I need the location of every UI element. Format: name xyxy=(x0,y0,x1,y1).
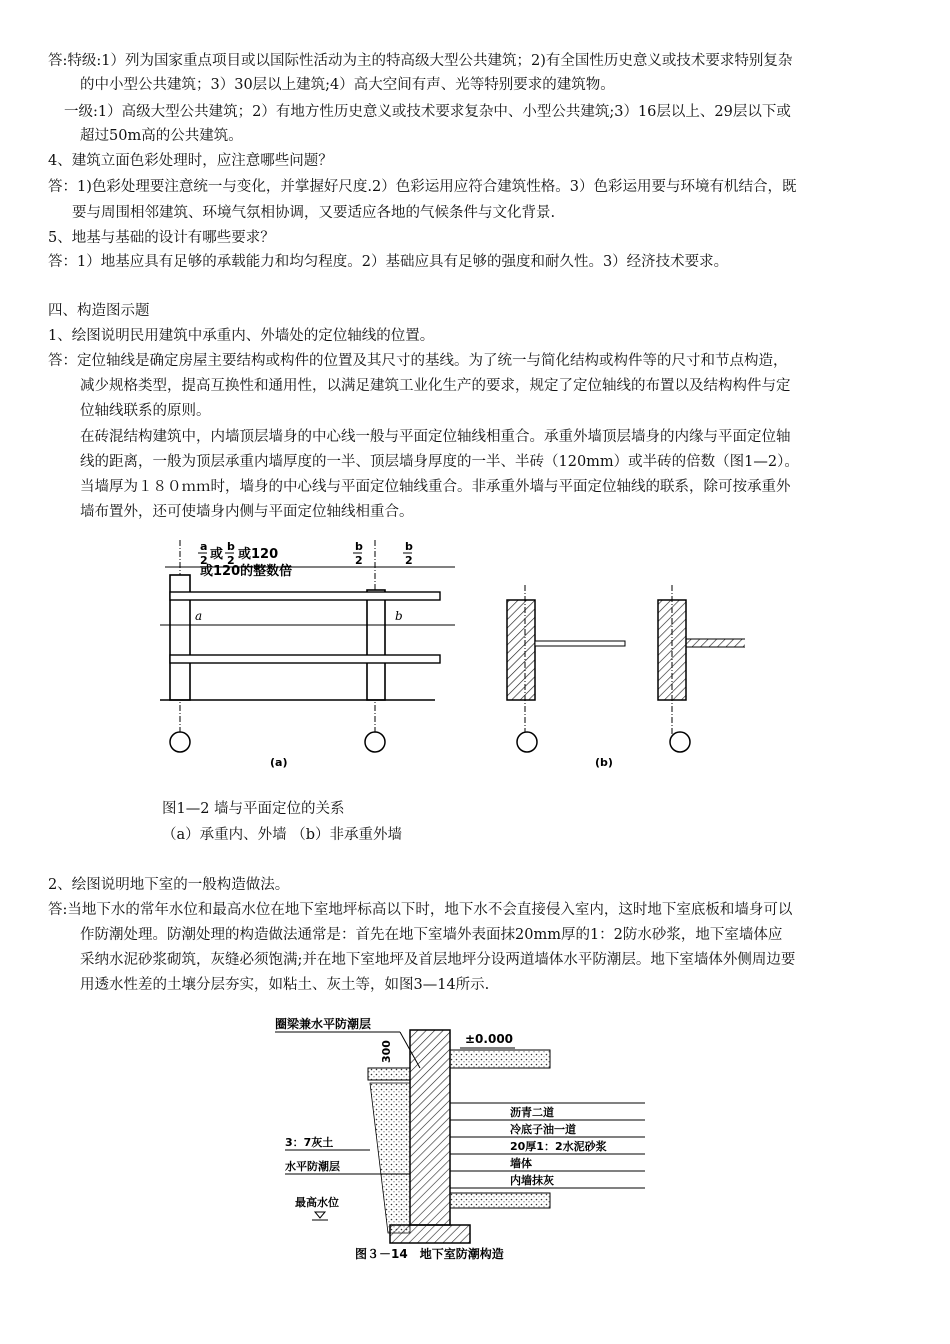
svg-text:2: 2 xyxy=(355,554,363,567)
text-line: 一级:1）高级大型公共建筑；2）有地方性历史意义或技术要求复杂中、小型公共建筑;3）16层以上、29层以下或 xyxy=(64,104,791,120)
text-line: 采纳水泥砂浆砌筑，灰缝必须饱满;并在地下室地坪及首层地坪分设两道墙体水平防潮层。地下室墙体外侧周边要 xyxy=(80,952,796,968)
text-line: 答：定位轴线是确定房屋主要结构或构件的位置及其尺寸的基线。为了统一与简化结构或构件等的尺寸和节点构造， xyxy=(48,353,788,369)
part-a-label: (a) xyxy=(270,756,288,769)
svg-text:2: 2 xyxy=(200,554,208,567)
label-lime-soil: 3：7灰土 xyxy=(285,1136,334,1149)
text-line: 答：1)色彩处理要注意统一与变化，并掌握好尺度.2）色彩运用应符合建筑性格。3）色彩运用要与环境有机结合，既 xyxy=(48,179,797,195)
svg-text:b: b xyxy=(395,609,403,623)
svg-text:2: 2 xyxy=(227,554,235,567)
frac-a-num: a xyxy=(200,540,208,553)
question-heading: 4、建筑立面色彩处理时，应注意哪些问题？ xyxy=(48,153,333,169)
text-line: 作防潮处理。防潮处理的构造做法通常是：首先在地下室墙外表面抹20mm厚的1：2防水砂浆，地下室墙体应 xyxy=(80,927,783,943)
layer-label: 冷底子油一道 xyxy=(510,1123,576,1136)
layer-label: 墙体 xyxy=(510,1157,532,1170)
layer-label: 20厚1：2水泥砂浆 xyxy=(510,1140,607,1153)
label-damp-course: 水平防潮层 xyxy=(285,1160,340,1173)
question-heading: 2、绘图说明地下室的一般构造做法。 xyxy=(48,877,290,893)
figure-a xyxy=(160,540,455,769)
svg-text:或120: 或120 xyxy=(238,547,279,562)
figure-caption: 图３－14 地下室防潮构造 xyxy=(355,1247,504,1261)
text-line: 用透水性差的土壤分层夯实，如粘土、灰土等，如图3—14所示. xyxy=(80,977,490,993)
text-line: 要与周围相邻建筑、环境气氛相协调，又要适应各地的气候条件与文化背景. xyxy=(72,205,556,221)
question-heading: 1、绘图说明民用建筑中承重内、外墙处的定位轴线的位置。 xyxy=(48,328,435,344)
section-heading: 四、构造图示题 xyxy=(48,303,150,319)
text-line: 墙布置外，还可使墙身内侧与平面定位轴线相重合。 xyxy=(80,504,414,520)
figure-caption: 图1—2 墙与平面定位的关系 xyxy=(162,801,345,817)
text-line: 的中小型公共建筑；3）30层以上建筑;4）高大空间有声、光等特别要求的建筑物。 xyxy=(80,77,615,93)
text-line: 超过50m高的公共建筑。 xyxy=(80,128,243,144)
figure-basement-damp xyxy=(270,1008,680,1268)
svg-text:2: 2 xyxy=(405,554,413,567)
svg-text:b: b xyxy=(227,540,235,553)
svg-text:b: b xyxy=(405,540,413,553)
question-heading: 5、地基与基础的设计有哪些要求？ xyxy=(48,230,275,246)
text-line: 在砖混结构建筑中，内墙顶层墙身的中心线一般与平面定位轴线相重合。承重外墙顶层墙身的内缘与平面定位轴 xyxy=(80,429,791,445)
figure-b xyxy=(507,585,745,769)
label-high-water: 最高水位 xyxy=(295,1196,339,1209)
text-line: 答：1）地基应具有足够的承载能力和均匀程度。2）基础应具有足够的强度和耐久性。3）经济技术要求。 xyxy=(48,254,729,270)
layer-list xyxy=(450,1103,645,1188)
dim-300: 300 xyxy=(380,1040,393,1063)
text-line: 线的距离，一般为顶层承重内墙厚度的一半、顶层墙身厚度的一半、半砖（120mm）或半砖的倍数（图1—2）。 xyxy=(80,454,799,470)
layer-label: 沥青二道 xyxy=(510,1106,554,1119)
label-ring-beam: 圈梁兼水平防潮层 xyxy=(275,1017,372,1031)
svg-text:b: b xyxy=(355,540,363,553)
text-line: 答:特级:1）列为国家重点项目或以国际性活动为主的特高级大型公共建筑；2)有全国性历史意义或技术要求特别复杂 xyxy=(48,53,793,69)
figure-subcaption: （a）承重内、外墙 （b）非承重外墙 xyxy=(162,827,403,843)
part-b-label: (b) xyxy=(595,756,613,769)
layer-label: 内墙抹灰 xyxy=(510,1174,554,1187)
text-line: 当墙厚为１８０ｍｍ时，墙身的中心线与平面定位轴线重合。非承重外墙与平面定位轴线的联系，除可按承重外 xyxy=(80,479,791,495)
text-line: 位轴线联系的原则。 xyxy=(80,403,211,419)
elevation-label: ±0.000 xyxy=(465,1032,514,1046)
text-line: 减少规格类型，提高互换性和通用性，以满足建筑工业化生产的要求，规定了定位轴线的布置以及结构构件与定 xyxy=(80,378,791,394)
svg-text:a: a xyxy=(195,609,203,623)
svg-text:或120的整数倍: 或120的整数倍 xyxy=(200,564,293,579)
svg-text:或: 或 xyxy=(210,547,224,562)
text-line: 答:当地下水的常年水位和最高水位在地下室地坪标高以下时，地下水不会直接侵入室内，这时地下室底板和墙身可以 xyxy=(48,902,793,918)
figure-wall-axis xyxy=(155,530,745,775)
